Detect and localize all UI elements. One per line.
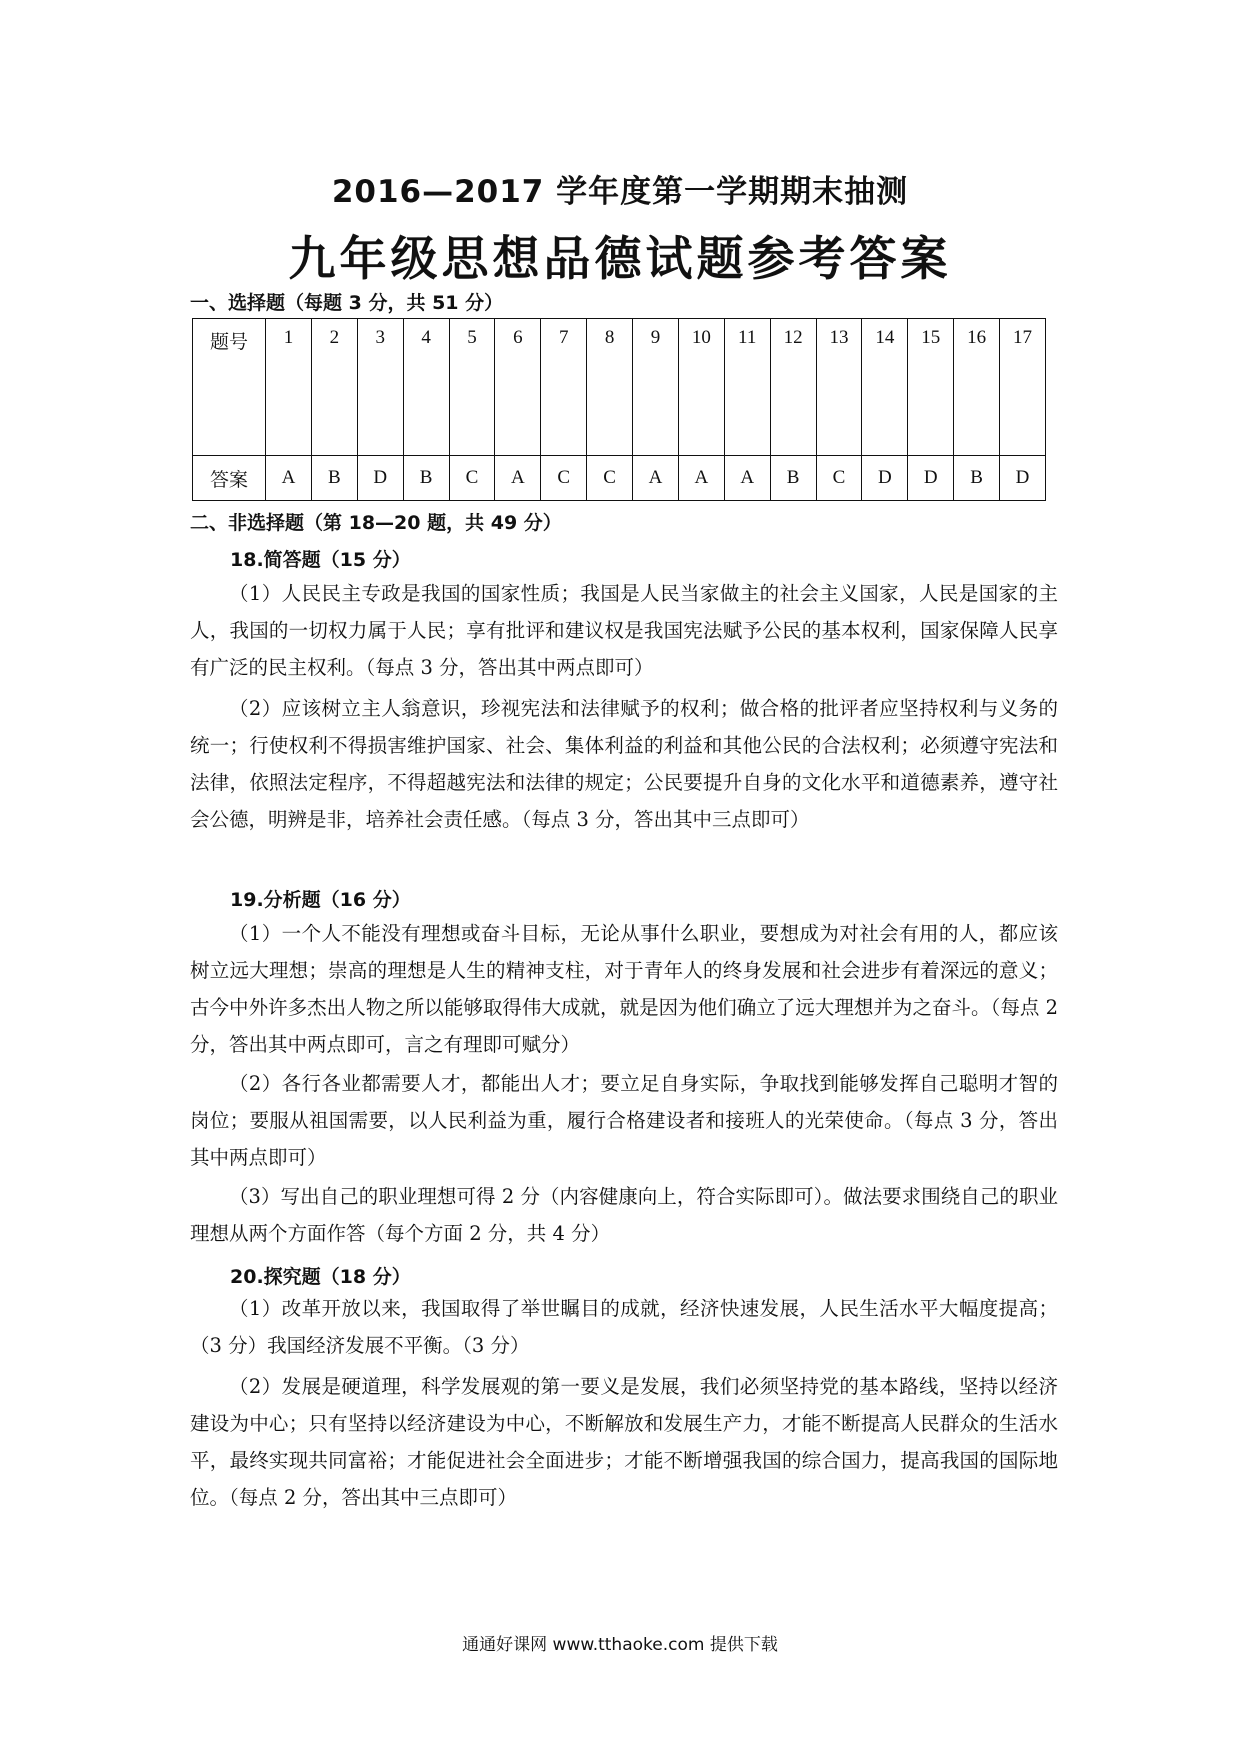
q18-answer-1: （1）人民民主专政是我国的国家性质；我国是人民当家做主的社会主义国家，人民是国家的主人，我国的一切权力属于人民；享有批评和建议权是我国宪法赋予公民的基本权利，国家保障人民享有广泛的民主权利。（每点 3 分，答出其中两点即可）: [190, 582, 1058, 679]
answer-cell: C: [449, 456, 495, 501]
page-title: 九年级思想品德试题参考答案: [288, 232, 952, 287]
question-number: 4: [403, 319, 449, 456]
question-number-row: [193, 319, 1046, 456]
question-number: 13: [816, 319, 862, 456]
q20-answer-2: （2）发展是硬道理，科学发展观的第一要义是发展，我们必须坚持党的基本路线，坚持以经济建设为中心；只有坚持以经济建设为中心，不断解放和发展生产力，才能不断提高人民群众的生活水平，最终实现共同富裕；才能促进社会全面进步；才能不断增强我国的综合国力，提高我国的国际地位。（每点 2 分，答出其中三点即可）: [190, 1375, 1058, 1509]
question-number: 7: [541, 319, 587, 456]
answer-cell: C: [541, 456, 587, 501]
question-number: 15: [908, 319, 954, 456]
answer-cell: D: [862, 456, 908, 501]
answer-cell: A: [724, 456, 770, 501]
answer-cell: D: [357, 456, 403, 501]
question-number: 14: [862, 319, 908, 456]
question-number: 2: [311, 319, 357, 456]
question-number: 8: [587, 319, 633, 456]
question-number: 3: [357, 319, 403, 456]
answer-cell: B: [403, 456, 449, 501]
q19-answer-3: （3）写出自己的职业理想可得 2 分（内容健康向上，符合实际即可）。做法要求围绕自己的职业理想从两个方面作答（每个方面 2 分，共 4 分）: [190, 1185, 1058, 1245]
answer-row: [193, 456, 1046, 501]
section1-heading: 一、选择题（每题 3 分，共 51 分）: [190, 292, 504, 314]
answer-cell: C: [816, 456, 862, 501]
question-number: 17: [1000, 319, 1046, 456]
answer-table: [192, 318, 1046, 501]
question-number: 5: [449, 319, 495, 456]
question-number: 11: [724, 319, 770, 456]
question-number: 12: [770, 319, 816, 456]
q19-answer-1: （1）一个人不能没有理想或奋斗目标，无论从事什么职业，要想成为对社会有用的人，都应该树立远大理想；崇高的理想是人生的精神支柱，对于青年人的终身发展和社会进步有着深远的意义；古今中外许多杰出人物之所以能够取得伟大成就，就是因为他们确立了远大理想并为之奋斗。（每点 2 分，答出其中两点即可，言之有理即可赋分）: [190, 922, 1058, 1056]
q19-heading: 19.分析题（16 分）: [230, 889, 411, 911]
q20-heading: 20.探究题（18 分）: [230, 1266, 411, 1288]
question-label: 题号: [193, 319, 266, 456]
answer-label: 答案: [193, 456, 266, 501]
answer-cell: D: [908, 456, 954, 501]
answer-cell: B: [770, 456, 816, 501]
q18-heading: 18.简答题（15 分）: [230, 549, 411, 571]
answer-cell: A: [633, 456, 679, 501]
question-number: 10: [678, 319, 724, 456]
q20-answer-1: （1）改革开放以来，我国取得了举世瞩目的成就，经济快速发展，人民生活水平大幅度提高；（3 分）我国经济发展不平衡。（3 分）: [190, 1297, 1058, 1357]
section2-heading: 二、非选择题（第 18—20 题，共 49 分）: [190, 512, 562, 534]
answer-cell: D: [1000, 456, 1046, 501]
answer-cell: A: [678, 456, 724, 501]
question-number: 1: [266, 319, 312, 456]
answer-cell: C: [587, 456, 633, 501]
answer-cell: A: [495, 456, 541, 501]
question-number: 6: [495, 319, 541, 456]
answer-cell: A: [266, 456, 312, 501]
answer-cell: B: [311, 456, 357, 501]
question-number: 16: [954, 319, 1000, 456]
q19-answer-2: （2）各行各业都需要人才，都能出人才；要立足自身实际，争取找到能够发挥自己聪明才智的岗位；要服从祖国需要，以人民利益为重，履行合格建设者和接班人的光荣使命。（每点 3 分，答出其中两点即可）: [190, 1072, 1058, 1169]
q18-answer-2: （2）应该树立主人翁意识，珍视宪法和法律赋予的权利；做合格的批评者应坚持权利与义务的统一；行使权利不得损害维护国家、社会、集体利益的利益和其他公民的合法权利；必须遵守宪法和法律，依照法定程序，不得超越宪法和法律的规定；公民要提升自身的文化水平和道德素养，遵守社会公德，明辨是非，培养社会责任感。（每点 3 分，答出其中三点即可）: [190, 697, 1058, 831]
exam-subtitle: 2016—2017 学年度第一学期期末抽测: [331, 174, 909, 210]
footer-credit: 通通好课网 www.tthaoke.com 提供下载: [462, 1635, 778, 1655]
answer-cell: B: [954, 456, 1000, 501]
question-number: 9: [633, 319, 679, 456]
